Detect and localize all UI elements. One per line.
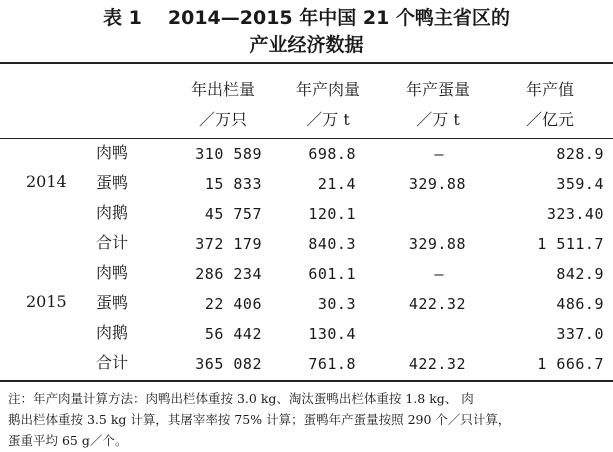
header-meat-unit: ／万 t — [306, 110, 350, 129]
cell-stock: 286 234 — [195, 265, 262, 283]
header-meat: 年产肉量 — [295, 80, 360, 99]
cell-egg: 329.88 — [408, 175, 466, 193]
header-stock-unit: ／万只 — [198, 110, 247, 129]
cell-egg: 329.88 — [408, 235, 466, 253]
row-type: 肉鸭 — [96, 143, 129, 162]
cell-meat: 130.4 — [308, 325, 356, 343]
bottom-rule — [0, 380, 613, 382]
cell-value: 486.9 — [556, 295, 604, 313]
cell-stock: 310 589 — [195, 145, 262, 163]
header-value: 年产值 — [525, 80, 574, 99]
cell-value: 1 511.7 — [537, 235, 604, 253]
row-type: 合计 — [96, 233, 129, 252]
header-value-unit: ／亿元 — [525, 110, 574, 129]
footnote-line1: 注：年产肉量计算方法：肉鸭出栏体重按 3.0 kg、淘汰蛋鸭出栏体重按 1.8 kg、 肉 — [8, 391, 474, 406]
year-label-2015: 2015 — [26, 292, 67, 311]
table-footnote — [8, 388, 608, 451]
cell-stock: 365 082 — [195, 355, 262, 373]
row-type: 肉鹅 — [96, 203, 129, 222]
cell-stock: 372 179 — [195, 235, 262, 253]
cell-meat: 120.1 — [308, 205, 356, 223]
table-title — [0, 6, 613, 30]
cell-value: 359.4 — [556, 175, 604, 193]
table-title-line2: 产业经济数据 — [249, 34, 364, 56]
cell-stock: 45 757 — [204, 205, 262, 223]
cell-egg: — — [434, 145, 444, 163]
table-title-line1: 2014—2015 年中国 21 个鸭主省区的 — [167, 7, 510, 29]
cell-value: 842.9 — [556, 265, 604, 283]
row-type: 蛋鸭 — [96, 293, 129, 312]
cell-meat: 698.8 — [308, 145, 356, 163]
header-rule — [0, 138, 613, 139]
cell-value: 337.0 — [556, 325, 604, 343]
cell-stock: 22 406 — [204, 295, 262, 313]
cell-stock: 15 833 — [204, 175, 262, 193]
cell-value: 323.40 — [546, 205, 604, 223]
row-type: 蛋鸭 — [96, 173, 129, 192]
top-rule — [0, 62, 613, 64]
header-stock: 年出栏量 — [190, 80, 255, 99]
cell-egg: 422.32 — [408, 355, 466, 373]
header-egg: 年产蛋量 — [405, 80, 470, 99]
cell-value: 1 666.7 — [537, 355, 604, 373]
row-type: 肉鹅 — [96, 323, 129, 342]
cell-meat: 840.3 — [308, 235, 356, 253]
cell-meat: 761.8 — [308, 355, 356, 373]
cell-meat: 30.3 — [317, 295, 356, 313]
year-label-2014: 2014 — [26, 172, 67, 191]
cell-value: 828.9 — [556, 145, 604, 163]
cell-stock: 56 442 — [204, 325, 262, 343]
cell-egg: 422.32 — [408, 295, 466, 313]
cell-meat: 601.1 — [308, 265, 356, 283]
footnote-line3: 蛋重平均 65 g／个。 — [8, 433, 128, 448]
cell-egg: — — [434, 265, 444, 283]
row-type: 合计 — [96, 353, 129, 372]
footnote-line2: 鹅出栏体重按 3.5 kg 计算，其屠宰率按 75% 计算；蛋鸭年产蛋量按照 290 个／只计算， — [8, 412, 511, 427]
header-egg-unit: ／万 t — [416, 110, 460, 129]
cell-meat: 21.4 — [317, 175, 356, 193]
table-number: 表 1 — [103, 7, 142, 29]
row-type: 肉鸭 — [96, 263, 129, 282]
